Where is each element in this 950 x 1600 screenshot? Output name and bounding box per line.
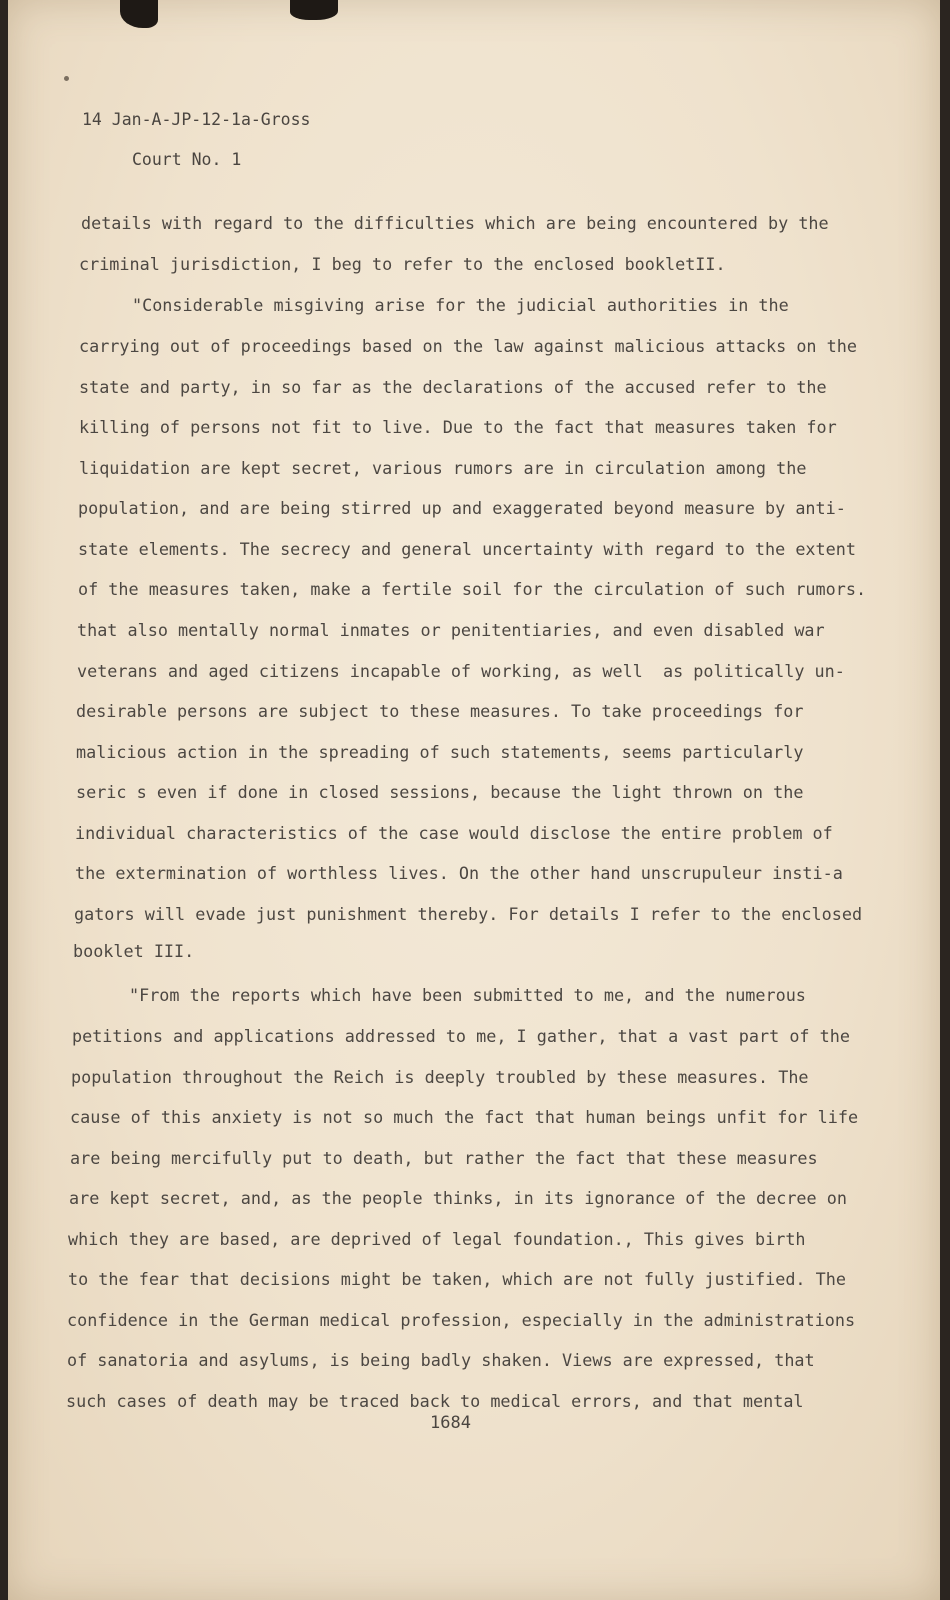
text-line: "From the reports which have been submitted to me, and the numerous (129, 985, 806, 1005)
text-line: are being mercifully put to death, but rather the fact that these measures (70, 1148, 818, 1168)
text-line: to the fear that decisions might be taken, which are not fully justified. The (68, 1269, 846, 1289)
text-line: details with regard to the difficulties which are being encountered by the (81, 213, 829, 233)
text-line: malicious action in the spreading of such statements, seems particularly (76, 742, 804, 762)
text-line: of sanatoria and asylums, is being badly shaken. Views are expressed, that (67, 1350, 815, 1370)
text-line: criminal jurisdiction, I beg to refer to the enclosed bookletII. (79, 254, 726, 274)
court-label: Court No. 1 (132, 150, 242, 169)
text-line: state and party, in so far as the declarations of the accused refer to the (79, 377, 827, 397)
text-line: which they are based, are deprived of legal foundation., This gives birth (68, 1229, 806, 1249)
text-line: confidence in the German medical profession, especially in the administrations (67, 1310, 856, 1330)
text-line: individual characteristics of the case would disclose the entire problem of (75, 823, 833, 843)
torn-edge (120, 0, 158, 28)
torn-edge (290, 0, 338, 20)
text-line: booklet III. (73, 941, 195, 961)
page-number: 1684 (430, 1413, 471, 1433)
text-line: population, and are being stirred up and exaggerated beyond measure by anti- (78, 498, 846, 518)
text-line: killing of persons not fit to live. Due to the fact that measures taken for (79, 417, 837, 437)
text-line: petitions and applications addressed to me, I gather, that a vast part of the (72, 1026, 850, 1046)
text-line: "Considerable misgiving arise for the judicial authorities in the (132, 295, 789, 315)
text-line: seric s even if done in closed sessions, because the light thrown on the (76, 782, 804, 802)
text-line: population throughout the Reich is deeply troubled by these measures. The (71, 1067, 809, 1087)
text-line: gators will evade just punishment thereby. For details I refer to the enclosed (74, 904, 863, 924)
text-line: veterans and aged citizens incapable of working, as well as politically un- (77, 661, 845, 681)
text-line: liquidation are kept secret, various rumors are in circulation among the (79, 458, 807, 478)
text-line: state elements. The secrecy and general uncertainty with regard to the extent (78, 539, 856, 559)
text-line: are kept secret, and, as the people thinks, in its ignorance of the decree on (69, 1188, 847, 1208)
text-line: the extermination of worthless lives. On the other hand unscrupuleur insti-a (75, 863, 843, 883)
text-line: desirable persons are subject to these measures. To take proceedings for (76, 701, 804, 721)
document-reference: 14 Jan-A-JP-12-1a-Gross (82, 110, 311, 129)
text-line: carrying out of proceedings based on the law against malicious attacks on the (79, 336, 857, 356)
document-page (8, 0, 940, 1600)
text-line: cause of this anxiety is not so much the fact that human beings unfit for life (70, 1107, 859, 1127)
paper-speck (64, 76, 69, 81)
text-line: such cases of death may be traced back to medical errors, and that mental (66, 1391, 804, 1411)
text-line: of the measures taken, make a fertile soil for the circulation of such rumors. (78, 579, 867, 599)
text-line: that also mentally normal inmates or penitentiaries, and even disabled war (77, 620, 825, 640)
